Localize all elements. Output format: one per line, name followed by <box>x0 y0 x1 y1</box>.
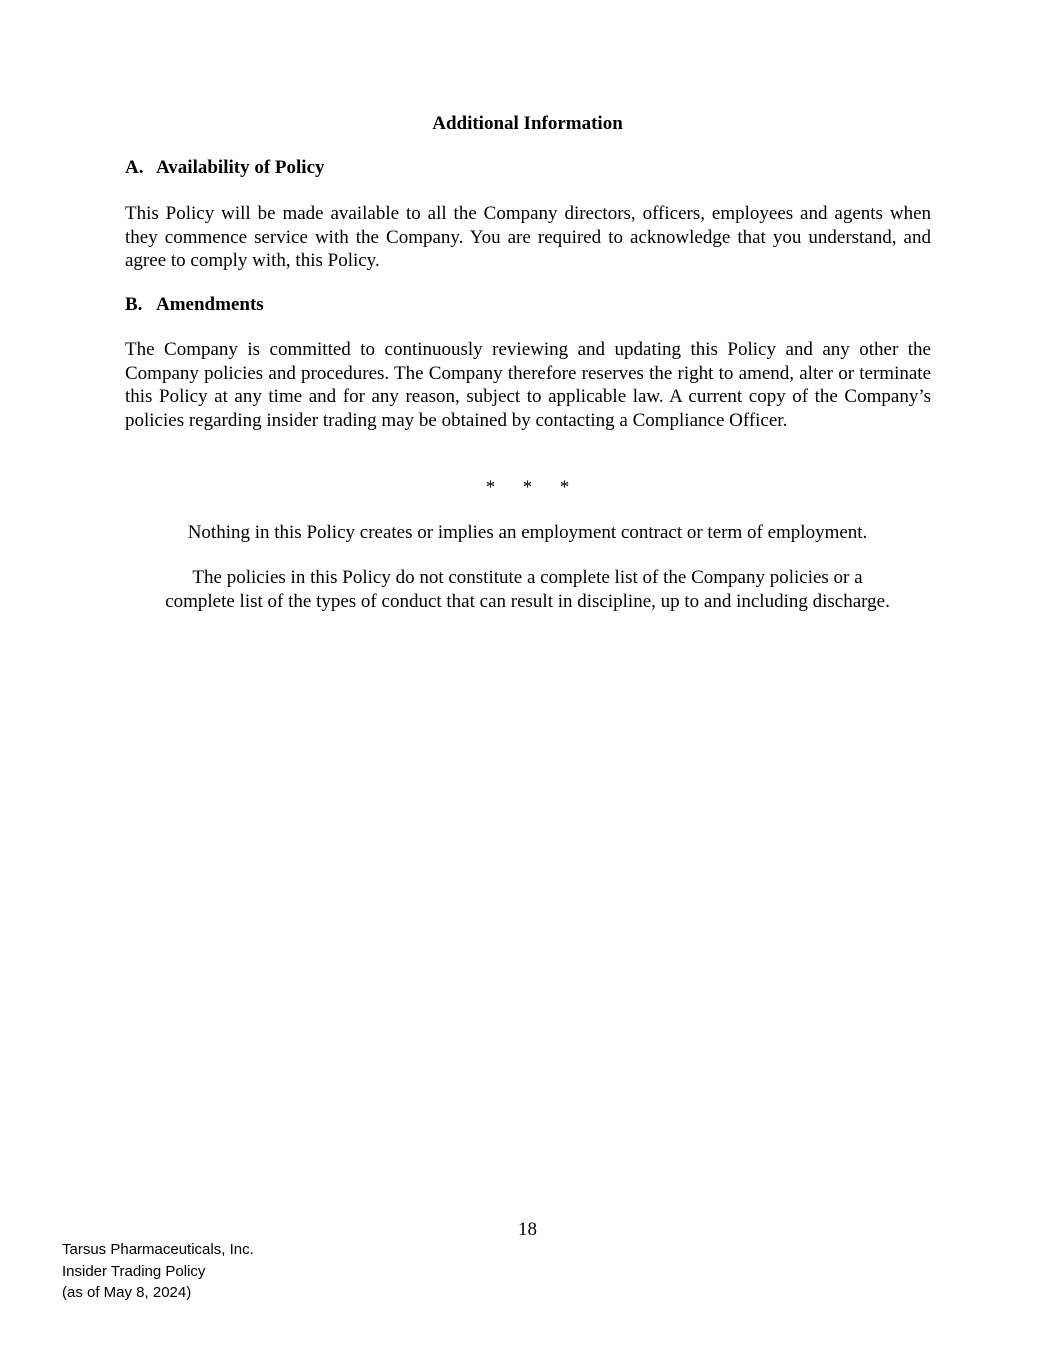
section-b-body: The Company is committed to continuously reviewing and updating this Policy and any other the Company policies and procedures. The Company therefore reserves the right to amend, alter or terminate this Policy at any time and for any reason, subject to applicable law. A current copy of the Company’s policies regarding insider trading may be obtained by contacting a Compliance Officer. <box>125 339 931 432</box>
divider-asterisk: * <box>559 477 570 498</box>
policy-scope-line-1: The policies in this Policy do not constitute a complete list of the Company policies or a <box>192 567 863 588</box>
section-b-title: Amendments <box>156 294 264 315</box>
footer-date: (as of May 8, 2024) <box>62 1284 192 1301</box>
section-a-title: Availability of Policy <box>156 157 325 178</box>
employment-disclaimer: Nothing in this Policy creates or implies an employment contract or term of employment. <box>187 522 868 543</box>
section-b-letter: B. <box>125 294 143 315</box>
section-a-heading <box>125 156 325 180</box>
page-title: Additional Information <box>432 113 623 134</box>
footer-document-name: Insider Trading Policy <box>62 1262 206 1280</box>
section-divider <box>0 476 1055 500</box>
section-a-letter: A. <box>125 157 144 178</box>
document-footer <box>62 1239 254 1304</box>
section-b-heading <box>125 293 264 317</box>
page-number: 18 <box>518 1219 537 1240</box>
divider-asterisk: * <box>485 477 496 498</box>
divider-asterisk: * <box>522 477 533 498</box>
section-a-body: This Policy will be made available to all the Company directors, officers, employees and agents when they commence service with the Company. You are required to acknowledge that you understand, and agree to comply with, this Policy. <box>125 203 931 272</box>
policy-scope-line-2: complete list of the types of conduct that can result in discipline, up to and including discharge. <box>165 591 890 612</box>
footer-company: Tarsus Pharmaceuticals, Inc. <box>62 1241 254 1258</box>
